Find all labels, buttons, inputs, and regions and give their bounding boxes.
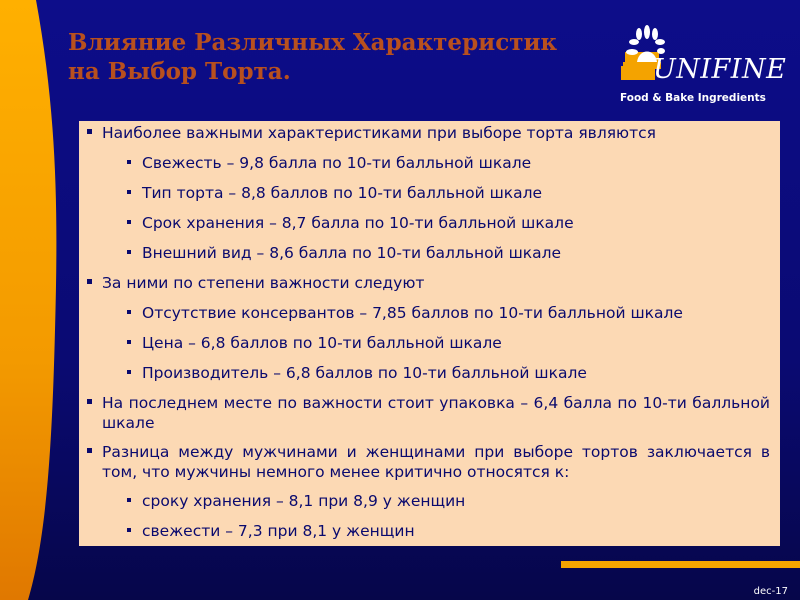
slide-title bbox=[68, 28, 608, 86]
content-box: Наиболее важными характеристиками при выборе торта являются Свежесть – 9,8 балла по 10-ти балльной шкале Тип торта – 8,8 баллов по 10-ти балльной шкале Срок хранения – 8,7 балла по 10-ти балльной шкале Внешний вид – 8,6 балла по 10-ти балльной шкале За ними по степени важности следуют Отсутствие консервантов – 7,85 баллов по 10-ти балльной шкале Цена – 6,8 баллов по 10-ти балльной шкале Производитель – 6,8 баллов по 10-ти балльной шкале На последнем месте по важности стоит упаковка – 6,4 балла по 10-ти балльной шкале Разница между мужчинами и женщинами при выборе тортов заключается в том, что мужчины немного менее критично относятся к: сроку хранения – 8,1 при 8,9 у женщин свежести – 7,3 при 8,1 у женщин bbox=[79, 121, 780, 546]
bullet-icon bbox=[87, 129, 92, 134]
logo-wordmark: UNIFINE bbox=[653, 54, 787, 85]
title-line-1: Влияние Различных Характеристик bbox=[68, 29, 558, 56]
bullet-icon bbox=[127, 220, 131, 224]
bullet-icon bbox=[87, 279, 92, 284]
bullet-icon bbox=[127, 160, 131, 164]
bullet-icon bbox=[87, 448, 92, 453]
accent-bar bbox=[561, 561, 800, 568]
bullet-icon bbox=[127, 498, 131, 502]
bullet-icon bbox=[127, 190, 131, 194]
bullet-icon bbox=[87, 399, 92, 404]
bullet-icon bbox=[127, 310, 131, 314]
logo-tagline: Food & Bake Ingredients bbox=[620, 92, 766, 104]
unifine-logo bbox=[615, 22, 785, 108]
footer-date: dec-17 bbox=[753, 586, 788, 597]
title-line-2: на Выбор Торта. bbox=[68, 58, 291, 85]
bullet-icon bbox=[127, 528, 131, 532]
bullet-icon bbox=[127, 250, 131, 254]
bullet-icon bbox=[127, 370, 131, 374]
bullet-icon bbox=[127, 340, 131, 344]
